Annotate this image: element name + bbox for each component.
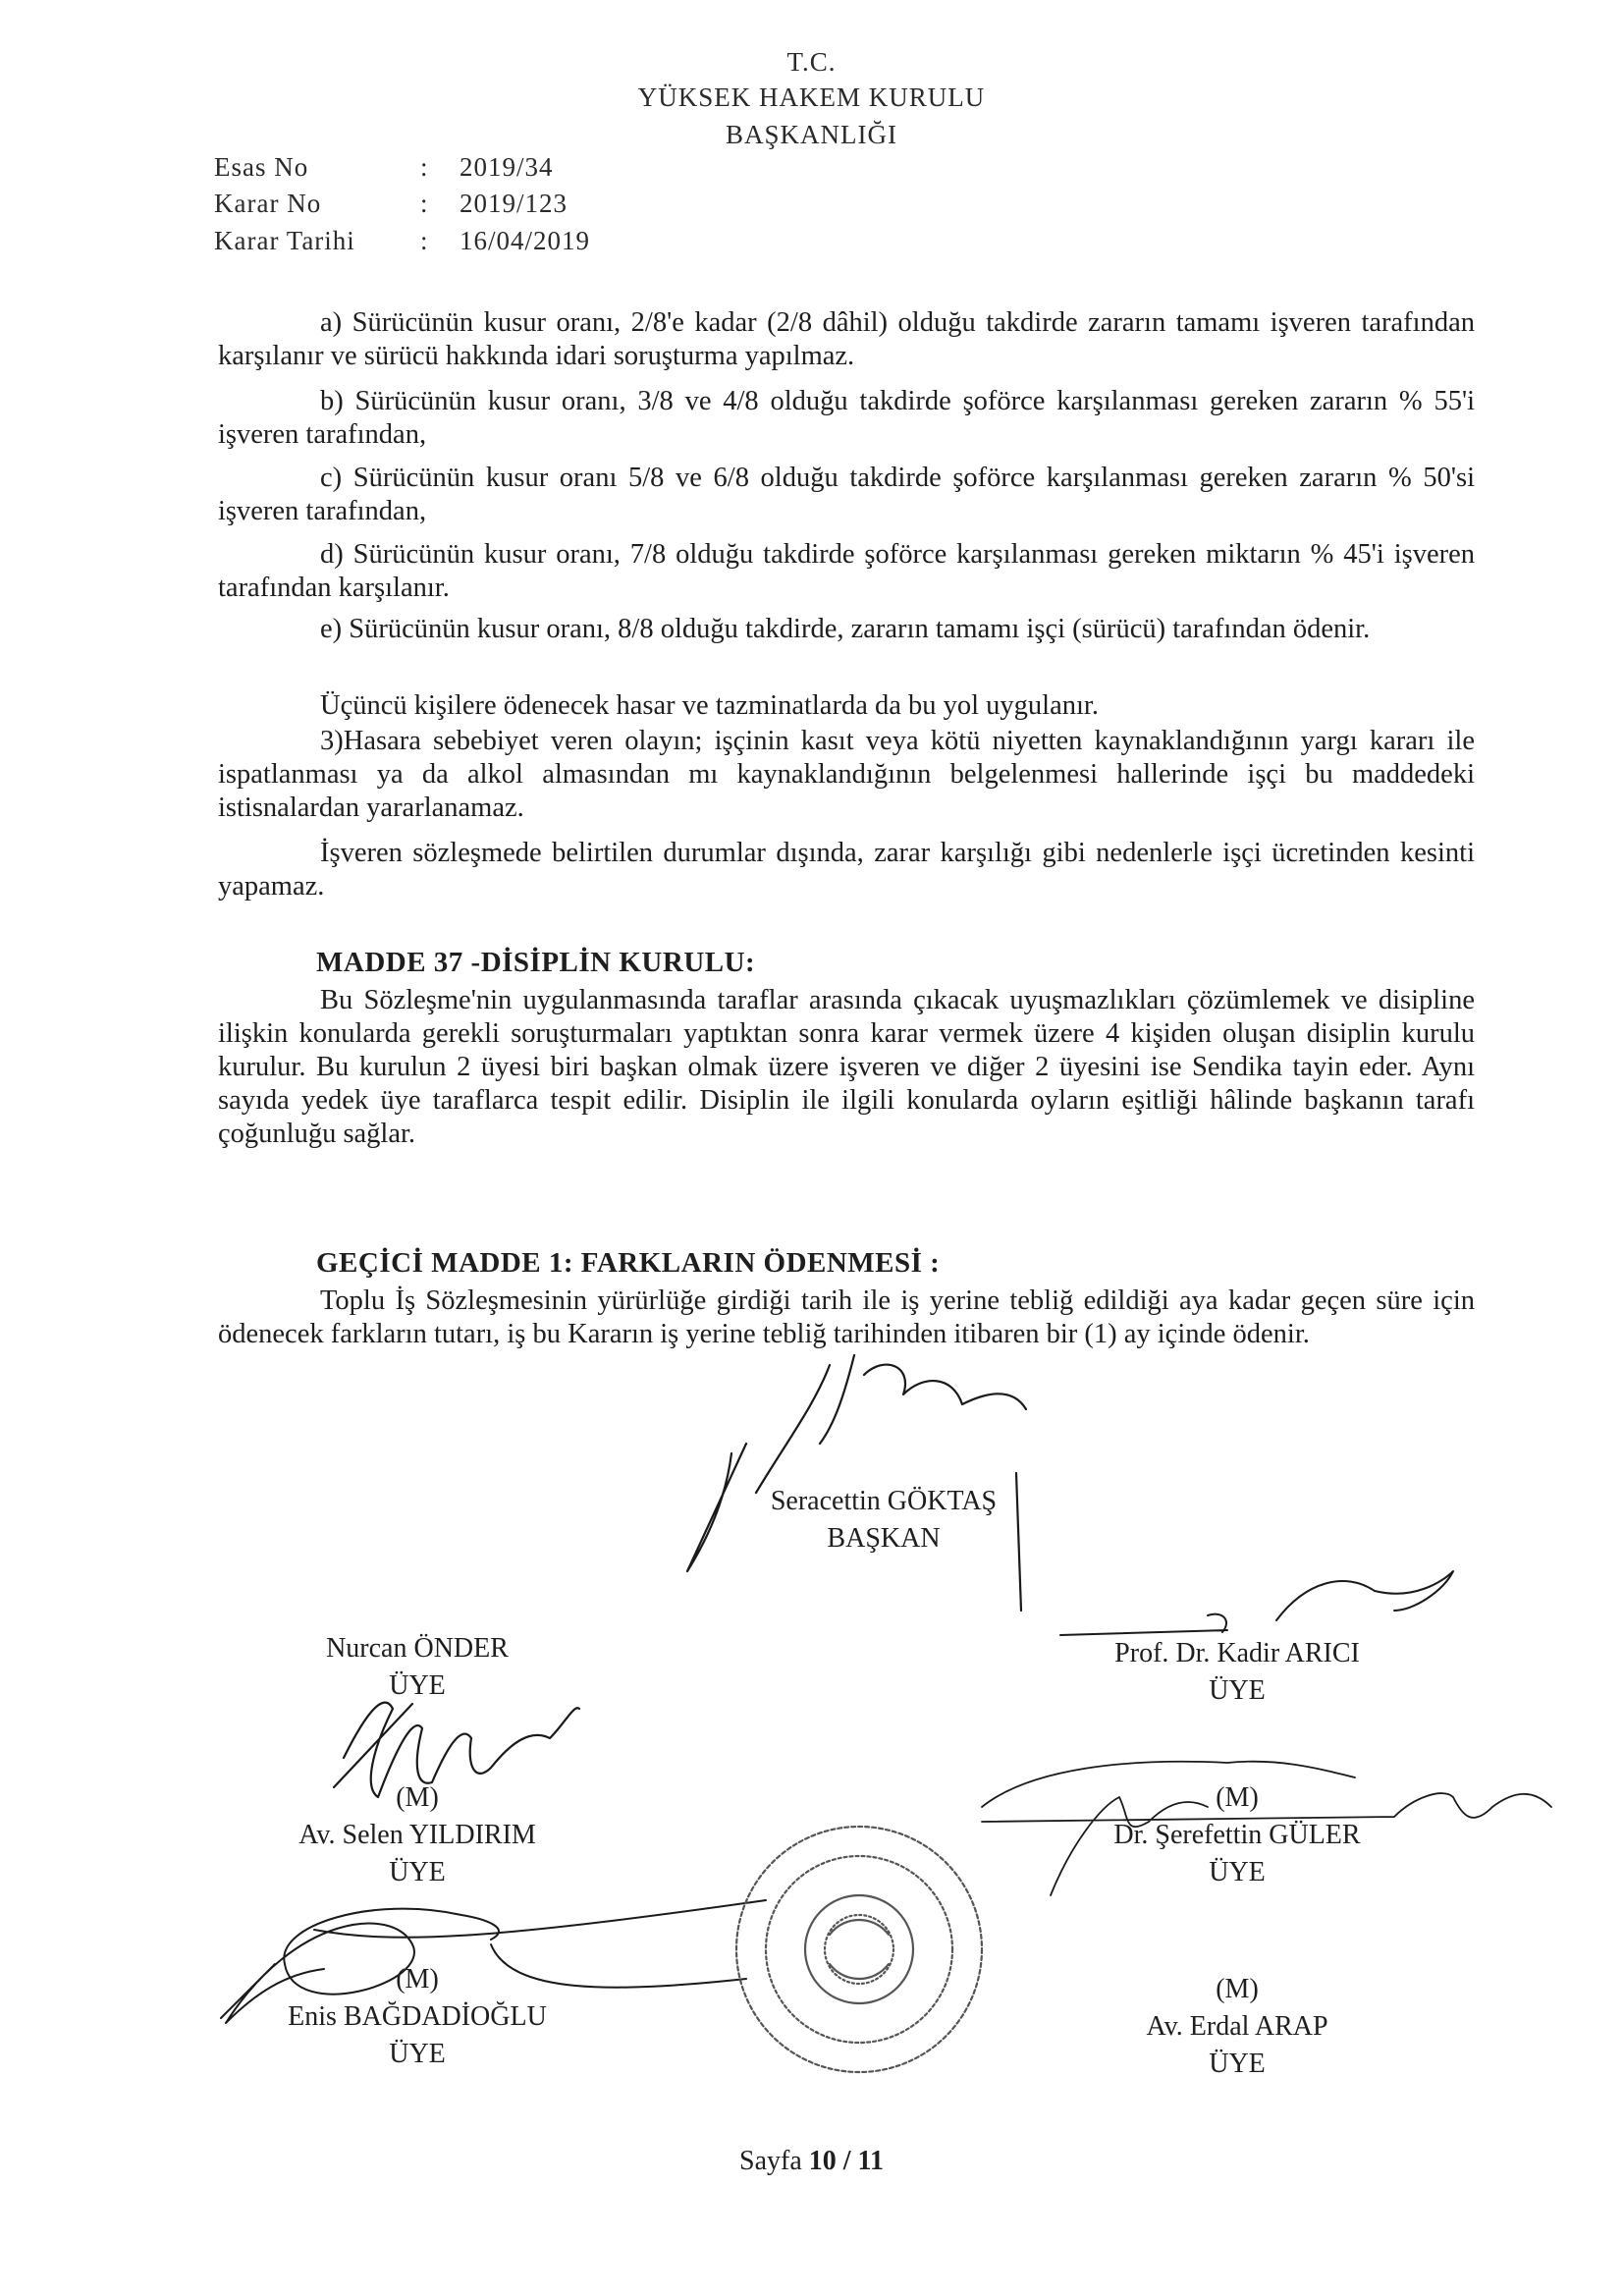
header-presidency: BAŞKANLIĞI <box>726 120 897 149</box>
signatory-name: Seracettin GÖKTAŞ <box>770 1486 998 1516</box>
paragraph-clause-3: 3)Hasara sebebiyet veren olayın; işçinin kasıt veya kötü niyetten kaynaklandığının yargı kararı ile ispatlanması ya da alkol almasından mı kaynaklandığının belgelenmesi hallerinde işçi bu maddedeki istisnalardan yararlanamaz. <box>218 726 1475 823</box>
meta-label: Karar No <box>214 189 322 218</box>
paragraph-e: e) Sürücünün kusur oranı, 8/8 olduğu takdirde, zararın tamamı işçi (sürücü) tarafından ödenir. <box>320 614 1371 644</box>
member-1-signature-icon <box>334 1703 579 1797</box>
signatory-role: ÜYE <box>389 1857 446 1887</box>
signatory-role: ÜYE <box>389 1670 446 1701</box>
meta-value: 16/04/2019 <box>460 226 591 255</box>
signatory-role: ÜYE <box>1209 1675 1266 1706</box>
signatory-name: Av. Erdal ARAP <box>1146 2011 1328 2042</box>
signatory-role: BAŞKAN <box>827 1523 941 1554</box>
meta-value: 2019/123 <box>460 189 568 218</box>
signatory-mark: (M) <box>396 1964 439 1995</box>
paragraph-b: b) Sürücünün kusur oranı, 3/8 ve 4/8 olduğu takdirde şoförce karşılanması gereken zararın % 55'i işveren tarafından, <box>218 386 1475 450</box>
meta-label: Karar Tarihi <box>214 226 355 255</box>
signatory-name: Dr. Şerefettin GÜLER <box>1113 1820 1361 1850</box>
page-number-prefix: Sayfa <box>739 2146 802 2176</box>
signatory-name: Enis BAĞDADİOĞLU <box>288 2001 547 2032</box>
article-37-title: MADDE 37 -DİSİPLİN KURULU: <box>316 947 756 978</box>
signatory-name: Prof. Dr. Kadir ARICI <box>1114 1638 1360 1668</box>
signatory-mark: (M) <box>1216 1782 1259 1813</box>
member-2-signature-icon <box>1060 1571 1453 1635</box>
paragraph-a: a) Sürücünün kusur oranı, 2/8'e kadar (2/8 dâhil) olduğu takdirde zararın tamamı işveren tarafından karşılanır ve sürücü hakkında idari soruşturma yapılmaz. <box>218 307 1475 371</box>
temporary-article-1-title: GEÇİCİ MADDE 1: FARKLARIN ÖDENMESİ : <box>316 1247 941 1279</box>
page-number <box>0 2146 1623 2177</box>
meta-value: 2019/34 <box>460 152 554 182</box>
meta-colon: : <box>420 226 429 255</box>
temporary-article-1-text: Toplu İş Sözleşmesinin yürürlüğe girdiği tarih ile iş yerine tebliğ edildiği aya kadar geçen süre için ödenecek farkların tutarı, iş bu Kararın iş yerine tebliğ tarihinden itibaren bir (1) ay içinde ödenir. <box>218 1285 1475 1349</box>
signatory-name: Nurcan ÖNDER <box>326 1633 509 1664</box>
signatory-role: ÜYE <box>1209 1857 1266 1887</box>
signatory-role: ÜYE <box>1209 2049 1266 2079</box>
signatory-mark: (M) <box>396 1782 439 1813</box>
header-institution: YÜKSEK HAKEM KURULU <box>637 82 986 112</box>
meta-colon: : <box>420 152 429 182</box>
president-signature-icon <box>687 1355 1026 1611</box>
signatory-name: Av. Selen YILDIRIM <box>298 1820 536 1850</box>
member-5-signature-icon <box>221 1900 766 2023</box>
article-37-text: Bu Sözleşme'nin uygulanmasında taraflar arasında çıkacak uyuşmazlıkları çözümlemek ve disipline ilişkin konularda gerekli soruşturmaları yaptıktan sonra karar vermek üzere 4 kişiden oluşan disiplin kurulu kurulur. Bu kurulun 2 üyesi biri başkan olmak üzere işveren ve diğer 2 üyesini ise Sendika tayin eder. Aynı sayıda yedek üye taraflarca tespit edilir. Disiplin ile ilgili konularda oyların eşitliği hâlinde başkanın tarafı çoğunluğu sağlar. <box>218 985 1475 1149</box>
member-4-signature-icon <box>982 1762 1551 1895</box>
paragraph-d: d) Sürücünün kusur oranı, 7/8 olduğu takdirde şoförce karşılanması gereken miktarın % 45'i işveren tarafından karşılanır. <box>218 539 1475 603</box>
paragraph-third-parties: Üçüncü kişilere ödenecek hasar ve tazminatlarda da bu yol uygulanır. <box>320 690 1099 721</box>
signatory-mark: (M) <box>1216 1974 1259 2004</box>
paragraph-c: c) Sürücünün kusur oranı 5/8 ve 6/8 olduğu takdirde şoförce karşılanması gereken zararın % 50'si işveren tarafından, <box>218 463 1475 526</box>
page-number-value: 10 / 11 <box>808 2146 884 2176</box>
signatory-role: ÜYE <box>389 2039 446 2069</box>
paragraph-employer: İşveren sözleşmede belirtilen durumlar dışında, zarar karşılığı gibi nedenlerle işçi ücretinden kesinti yapamaz. <box>218 838 1475 902</box>
meta-label: Esas No <box>214 152 309 182</box>
meta-colon: : <box>420 189 429 218</box>
official-stamp-icon <box>736 1827 982 2072</box>
header-tc: T.C. <box>786 47 837 77</box>
